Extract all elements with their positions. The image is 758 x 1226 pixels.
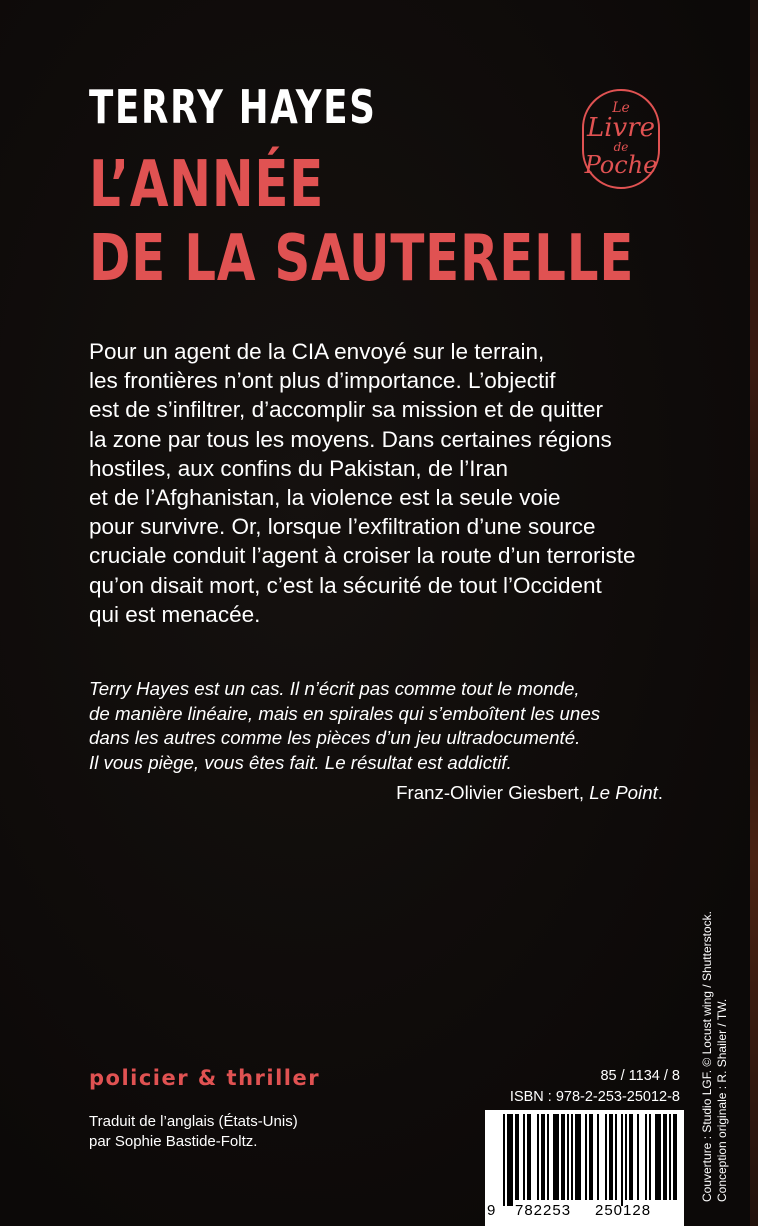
barcode-digits-right: 250128 — [595, 1202, 652, 1219]
barcode-bar — [553, 1114, 559, 1200]
isbn: ISBN : 978-2-253-25012-8 — [509, 1089, 680, 1105]
barcode-bar — [597, 1114, 599, 1200]
barcode-bar — [637, 1114, 639, 1200]
credits-line: Conception originale : R. Shailer / TW. — [715, 998, 729, 1202]
quote-line: de manière linéaire, mais en spirales qui s’emboîtent les unes — [89, 702, 601, 724]
barcode-bar — [625, 1114, 627, 1200]
barcode-bar — [585, 1114, 587, 1200]
barcode-bar — [609, 1114, 613, 1200]
barcode-bar — [615, 1114, 617, 1200]
translation-line: par Sophie Bastide-Foltz. — [89, 1133, 258, 1150]
synopsis-line: les frontières n’ont plus d’importance. L’objectif — [89, 368, 556, 394]
synopsis-line: Pour un agent de la CIA envoyé sur le terrain, — [89, 339, 545, 364]
credits-line: Couverture : Studio LGF. © Locust wing / Shutterstock. — [700, 911, 714, 1202]
barcode-digit-first: 9 — [487, 1202, 496, 1219]
barcode-digits — [485, 1202, 684, 1224]
cover-edge — [750, 0, 758, 1226]
barcode-bar — [507, 1114, 513, 1206]
logo-text: Le — [612, 100, 630, 116]
quote-publication: Le Point — [589, 782, 658, 803]
barcode-bar — [663, 1114, 667, 1200]
synopsis-line: est de s’infiltrer, d’accomplir sa mission et de quitter — [89, 397, 603, 423]
catalog-code: 85 / 1134 / 8 — [600, 1068, 680, 1084]
quote-line: dans les autres comme les pièces d’un jeu ultradocumenté. — [89, 727, 581, 748]
barcode-bar — [655, 1114, 661, 1200]
genre-label: policier & thriller — [89, 1066, 321, 1090]
barcode-digits-left: 782253 — [515, 1202, 572, 1219]
barcode-bar — [605, 1114, 607, 1200]
barcode-bar — [527, 1114, 531, 1200]
barcode-bar — [629, 1114, 633, 1200]
quote-attribution — [89, 781, 663, 805]
quote-end: . — [657, 782, 663, 803]
quote-line: Il vous piège, vous êtes fait. Le résultat est addictif. — [89, 751, 512, 773]
synopsis-line: cruciale conduit l’agent à croiser la route d’un terroriste — [89, 543, 636, 569]
barcode-bar — [515, 1114, 519, 1200]
synopsis-line: la zone par tous les moyens. Dans certaines régions — [89, 426, 612, 452]
synopsis-line: qui est menacée. — [89, 601, 261, 627]
title-line: L’ANNÉE — [89, 148, 325, 222]
translation-line: Traduit de l’anglais (États-Unis) — [89, 1113, 298, 1130]
translation-credit — [89, 1112, 298, 1152]
barcode-bar — [673, 1114, 677, 1200]
barcode-bar — [575, 1114, 581, 1200]
author-name: TERRY HAYES — [89, 80, 377, 134]
barcode-bar — [503, 1114, 505, 1206]
synopsis-line: pour survivre. Or, lorsque l’exfiltration d’une source — [89, 514, 596, 540]
barcode-bar — [571, 1114, 573, 1200]
barcode-bar — [523, 1114, 525, 1200]
logo-text: Poche — [584, 151, 658, 179]
barcode-bar — [537, 1114, 539, 1200]
barcode-bar — [561, 1114, 565, 1200]
barcode-bar — [669, 1114, 671, 1200]
barcode-bar — [645, 1114, 647, 1200]
quote-author: Franz-Olivier Giesbert, — [396, 782, 590, 803]
logo-text: Livre — [586, 113, 656, 143]
barcode — [485, 1110, 684, 1226]
synopsis — [89, 337, 709, 629]
barcode-bar — [541, 1114, 545, 1200]
synopsis-line: et de l’Afghanistan, la violence est la seule voie — [89, 485, 561, 511]
barcode-bar — [567, 1114, 569, 1200]
logo-text: de — [613, 140, 629, 154]
press-quote — [89, 677, 689, 775]
synopsis-line: hostiles, aux confins du Pakistan, de l’Iran — [89, 455, 508, 481]
barcode-bar — [621, 1114, 623, 1206]
cover-credits — [700, 911, 730, 1202]
title-line: DE LA SAUTERELLE — [89, 222, 635, 296]
barcode-bar — [649, 1114, 651, 1200]
book-title — [89, 148, 634, 296]
quote-line: Terry Hayes est un cas. Il n’écrit pas comme tout le monde, — [89, 678, 580, 699]
barcode-bar — [589, 1114, 593, 1200]
livre-de-poche-logo — [582, 89, 660, 189]
synopsis-line: qu’on disait mort, c’est la sécurité de tout l’Occident — [89, 572, 602, 598]
barcode-bar — [547, 1114, 549, 1200]
